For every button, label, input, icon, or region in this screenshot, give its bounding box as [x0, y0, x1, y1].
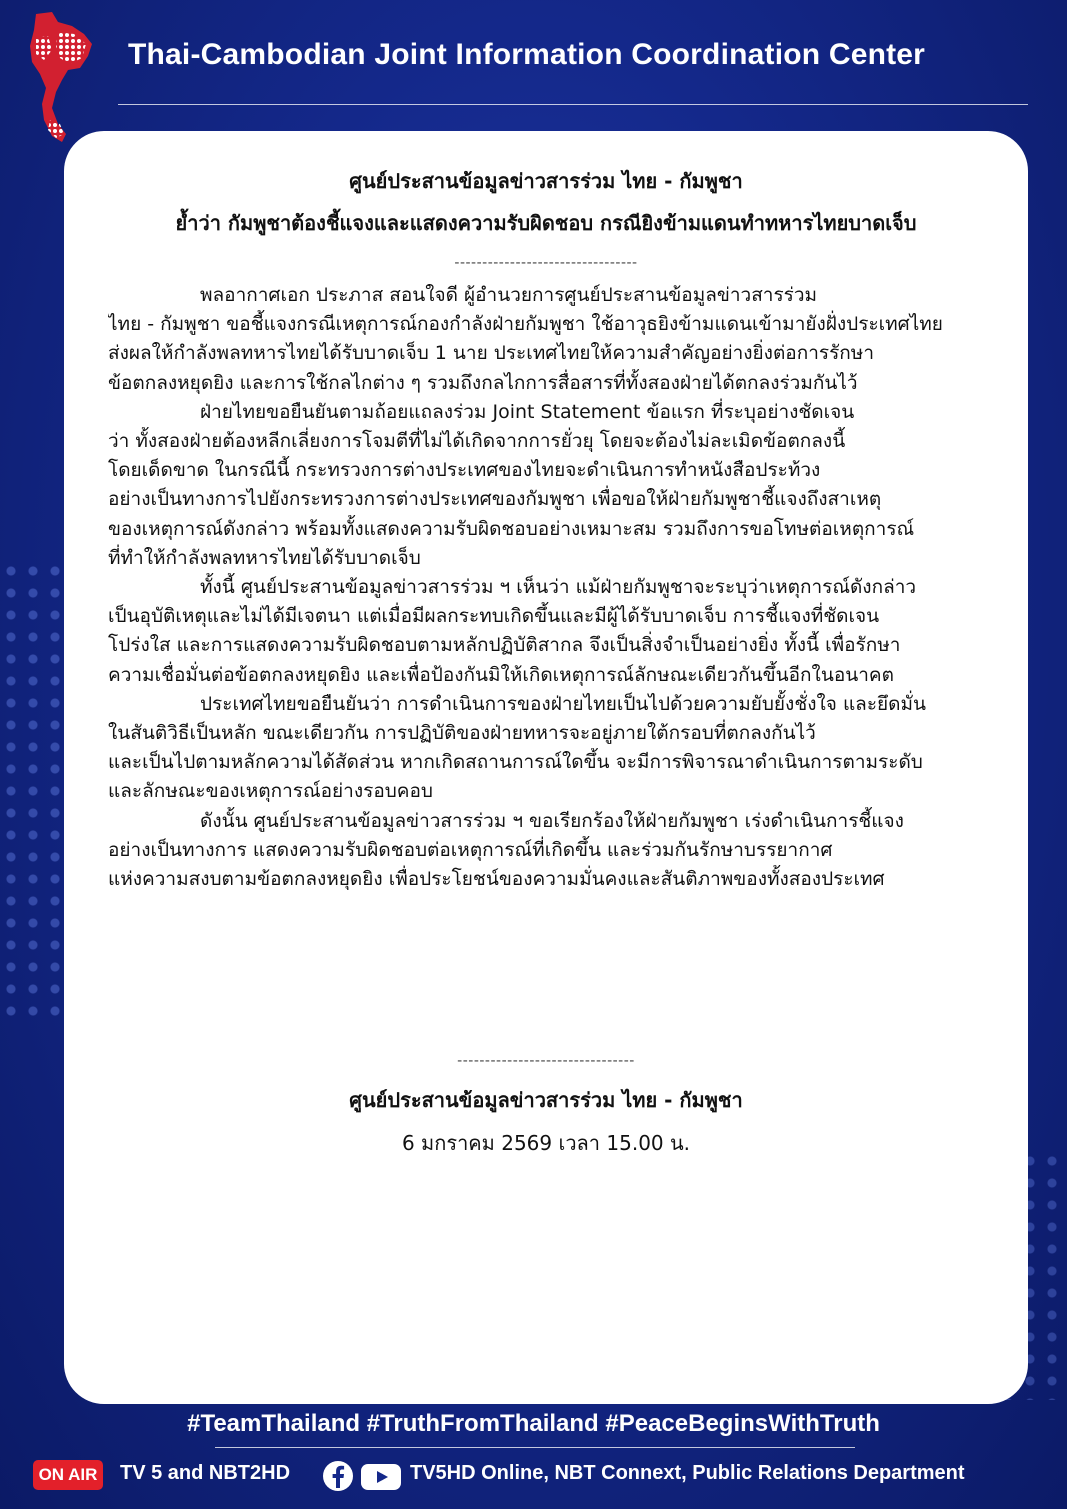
media-list: TV5HD Online, NBT Connext, Public Relations Department [410, 1462, 965, 1484]
signature: ศูนย์ประสานข้อมูลข่าวสารร่วม ไทย - กัมพูชา [349, 1088, 743, 1112]
body-line: ส่งผลให้กำลังพลทหารไทยได้รับบาดเจ็บ 1 นาย ประเทศไทยให้ความสำคัญอย่างยิ่งต่อการรักษา [108, 342, 874, 365]
thailand-map-logo [22, 8, 104, 148]
tv-channels: TV 5 and NBT2HD [120, 1462, 291, 1484]
youtube-icon[interactable] [360, 1463, 402, 1491]
on-air-badge: ON AIR [33, 1460, 103, 1490]
body-line: ฝ่ายไทยขอยืนยันตามถ้อยแถลงร่วม Joint Statement ข้อแรก ที่ระบุอย่างชัดเจน [200, 400, 855, 423]
body-line: ในสันติวิธีเป็นหลัก ขณะเดียวกัน การปฏิบัติของฝ่ายทหารจะอยู่ภายใต้กรอบที่ตกลงกันไว้ [108, 722, 816, 745]
statement-body [108, 281, 976, 894]
top-separator: --------------------------------- [454, 255, 638, 271]
body-line: ว่า ทั้งสองฝ่ายต้องหลีกเลี่ยงการโจมตีที่ไม่ได้เกิดจากการยั่วยุ โดยจะต้องไม่ละเมิดข้อตกลงนี้ [108, 430, 846, 453]
body-line: ประเทศไทยขอยืนยันว่า การดำเนินการของฝ่ายไทยเป็นไปด้วยความยับยั้งชั่งใจ และยึดมั่น [200, 692, 927, 715]
body-line: โดยเด็ดขาด ในกรณีนี้ กระทรวงการต่างประเทศของไทยจะดำเนินการทำหนังสือประท้วง [108, 459, 821, 482]
body-line: ที่ทำให้กำลังพลทหารไทยได้รับบาดเจ็บ [108, 546, 421, 569]
body-line: อย่างเป็นทางการไปยังกระทรวงการต่างประเทศของกัมพูชา เพื่อขอให้ฝ่ายกัมพูชาชี้แจงถึงสาเหตุ [108, 488, 882, 511]
body-line: ไทย - กัมพูชา ขอชี้แจงกรณีเหตุการณ์กองกำลังฝ่ายกัมพูชา ใช้อาวุธยิงข้ามแดนเข้ามายังฝั่งประเทศไทย [108, 313, 943, 336]
hashtags: #TeamThailand #TruthFromThailand #PeaceBeginsWithTruth [187, 1410, 880, 1437]
body-line: ทั้งนี้ ศูนย์ประสานข้อมูลข่าวสารร่วม ฯ เห็นว่า แม้ฝ่ายกัมพูชาจะระบุว่าเหตุการณ์ดังกล่าว [200, 576, 917, 599]
header-title: Thai-Cambodian Joint Information Coordination Center [128, 38, 926, 71]
body-line: แห่งความสงบตามข้อตกลงหยุดยิง เพื่อประโยชน์ของความมั่นคงและสันติภาพของทั้งสองประเทศ [108, 868, 885, 891]
document-title-line1: ศูนย์ประสานข้อมูลข่าวสารร่วม ไทย - กัมพูชา [349, 169, 743, 193]
body-line: ข้อตกลงหยุดยิง และการใช้กลไกต่าง ๆ รวมถึงกลไกการสื่อสารที่ทั้งสองฝ่ายได้ตกลงร่วมกันไว้ [108, 371, 858, 394]
bottom-separator: -------------------------------- [457, 1053, 635, 1069]
body-line: พลอากาศเอก ประภาส สอนใจดี ผู้อำนวยการศูนย์ประสานข้อมูลข่าวสารร่วม [200, 284, 818, 306]
body-line: และเป็นไปตามหลักความได้สัดส่วน หากเกิดสถานการณ์ใดขึ้น จะมีการพิจารณาดำเนินการตามระดับ [108, 751, 923, 774]
document-title-line2: ย้ำว่า กัมพูชาต้องชี้แจงและแสดงความรับผิดชอบ กรณียิงข้ามแดนทำทหารไทยบาดเจ็บ [175, 211, 917, 235]
body-line: และลักษณะของเหตุการณ์อย่างรอบคอบ [108, 780, 433, 803]
body-line: ความเชื่อมั่นต่อข้อตกลงหยุดยิง และเพื่อป้องกันมิให้เกิดเหตุการณ์ลักษณะเดียวกันขึ้นอีกในอนาคต [108, 663, 894, 686]
statement-card [64, 131, 1028, 1404]
body-line: ดังนั้น ศูนย์ประสานข้อมูลข่าวสารร่วม ฯ ขอเรียกร้องให้ฝ่ายกัมพูชา เร่งดำเนินการชี้แจง [200, 809, 904, 832]
body-line: ของเหตุการณ์ดังกล่าว พร้อมทั้งแสดงความรับผิดชอบอย่างเหมาะสม รวมถึงการขอโทษต่อเหตุการณ์ [108, 517, 915, 540]
body-line: โปร่งใส และการแสดงความรับผิดชอบตามหลักปฏิบัติสากล จึงเป็นสิ่งจำเป็นอย่างยิ่ง ทั้งนี้ เพื่อรักษา [108, 634, 901, 657]
body-line: เป็นอุบัติเหตุและไม่ได้มีเจตนา แต่เมื่อมีผลกระทบเกิดขึ้นและมีผู้ได้รับบาดเจ็บ การชี้แจงที่ชัดเจน [108, 605, 880, 628]
footer-divider [215, 1447, 855, 1448]
statement-date: 6 มกราคม 2569 เวลา 15.00 น. [401, 1131, 691, 1155]
header-divider [118, 104, 1028, 105]
body-line: อย่างเป็นทางการ แสดงความรับผิดชอบต่อเหตุการณ์ที่เกิดขึ้น และร่วมกันรักษาบรรยากาศ [108, 838, 833, 861]
facebook-icon[interactable] [322, 1460, 354, 1492]
